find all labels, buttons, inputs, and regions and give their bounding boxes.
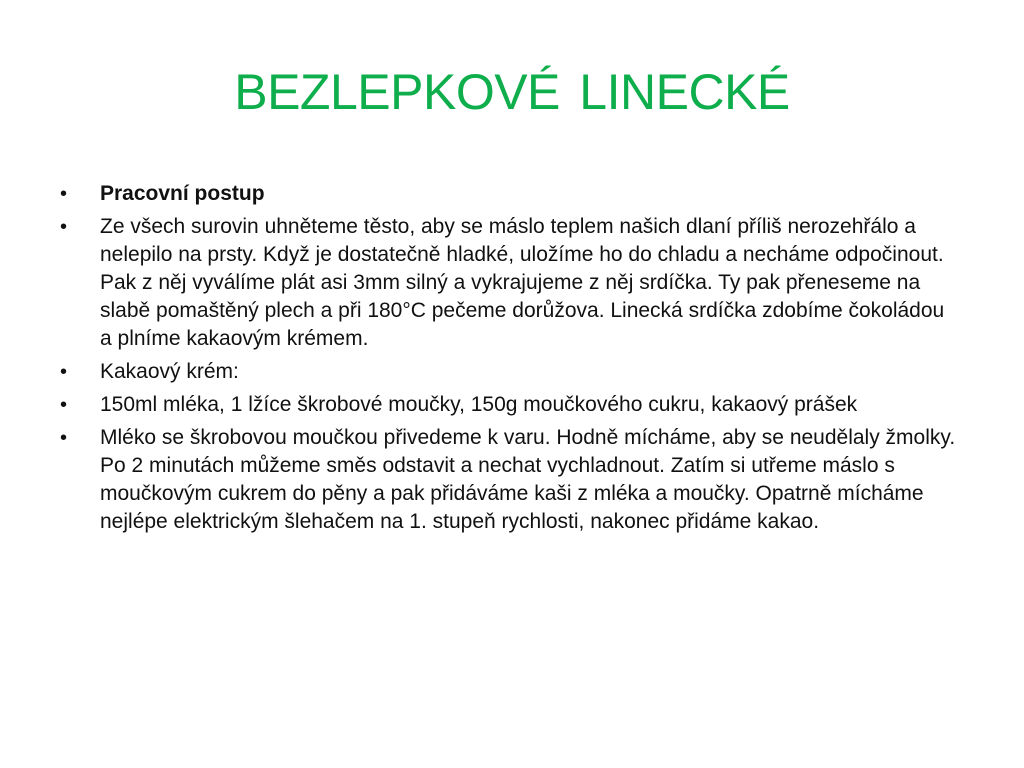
bullet-text: Mléko se škrobovou moučkou přivedeme k varu. Hodně mícháme, aby se neudělaly žmolky. Po 2 minutách můžeme směs odstavit a nechat vychladnout. Zatím si utřeme máslo s moučkovým cukrem do pěny a pak přidáváme kaši z mléka a moučky. Opatrně mícháme nejlépe elektrickým šlehačem na 1. stupeň rychlosti, nakonec přidáme kakao.: [100, 426, 956, 533]
bullet-dot-icon: •: [60, 183, 68, 205]
bullet-dot-icon: •: [60, 427, 68, 449]
bullet-heading-text: Pracovní postup: [100, 182, 265, 205]
bullet-dot-icon: •: [60, 216, 68, 238]
bullet-item: [60, 391, 960, 419]
bullet-text: Kakaový krém:: [100, 360, 239, 383]
slide-title: BEZLEPKOVÉ LINECKÉ: [234, 64, 790, 120]
bullet-item: [60, 213, 960, 353]
bullet-item: [60, 424, 960, 536]
bullet-list: [60, 180, 960, 541]
bullet-dot-icon: •: [60, 361, 68, 383]
bullet-dot-icon: •: [60, 394, 68, 416]
bullet-item: [60, 358, 960, 386]
bullet-item: [60, 180, 960, 208]
bullet-text: Ze všech surovin uhněteme těsto, aby se máslo teplem našich dlaní příliš nerozehřálo a nelepilo na prsty. Když je dostatečně hladké, uložíme ho do chladu a necháme odpočinout. Pak z něj vyválíme plát asi 3mm silný a vykrajujeme z něj srdíčka. Ty pak přeneseme na slabě pomaštěný plech a při 180°C pečeme dorůžova. Linecká srdíčka zdobíme čokoládou a plníme kakaovým krémem.: [100, 215, 945, 350]
bullet-text: 150ml mléka, 1 lžíce škrobové moučky, 150g moučkového cukru, kakaový prášek: [100, 393, 858, 416]
